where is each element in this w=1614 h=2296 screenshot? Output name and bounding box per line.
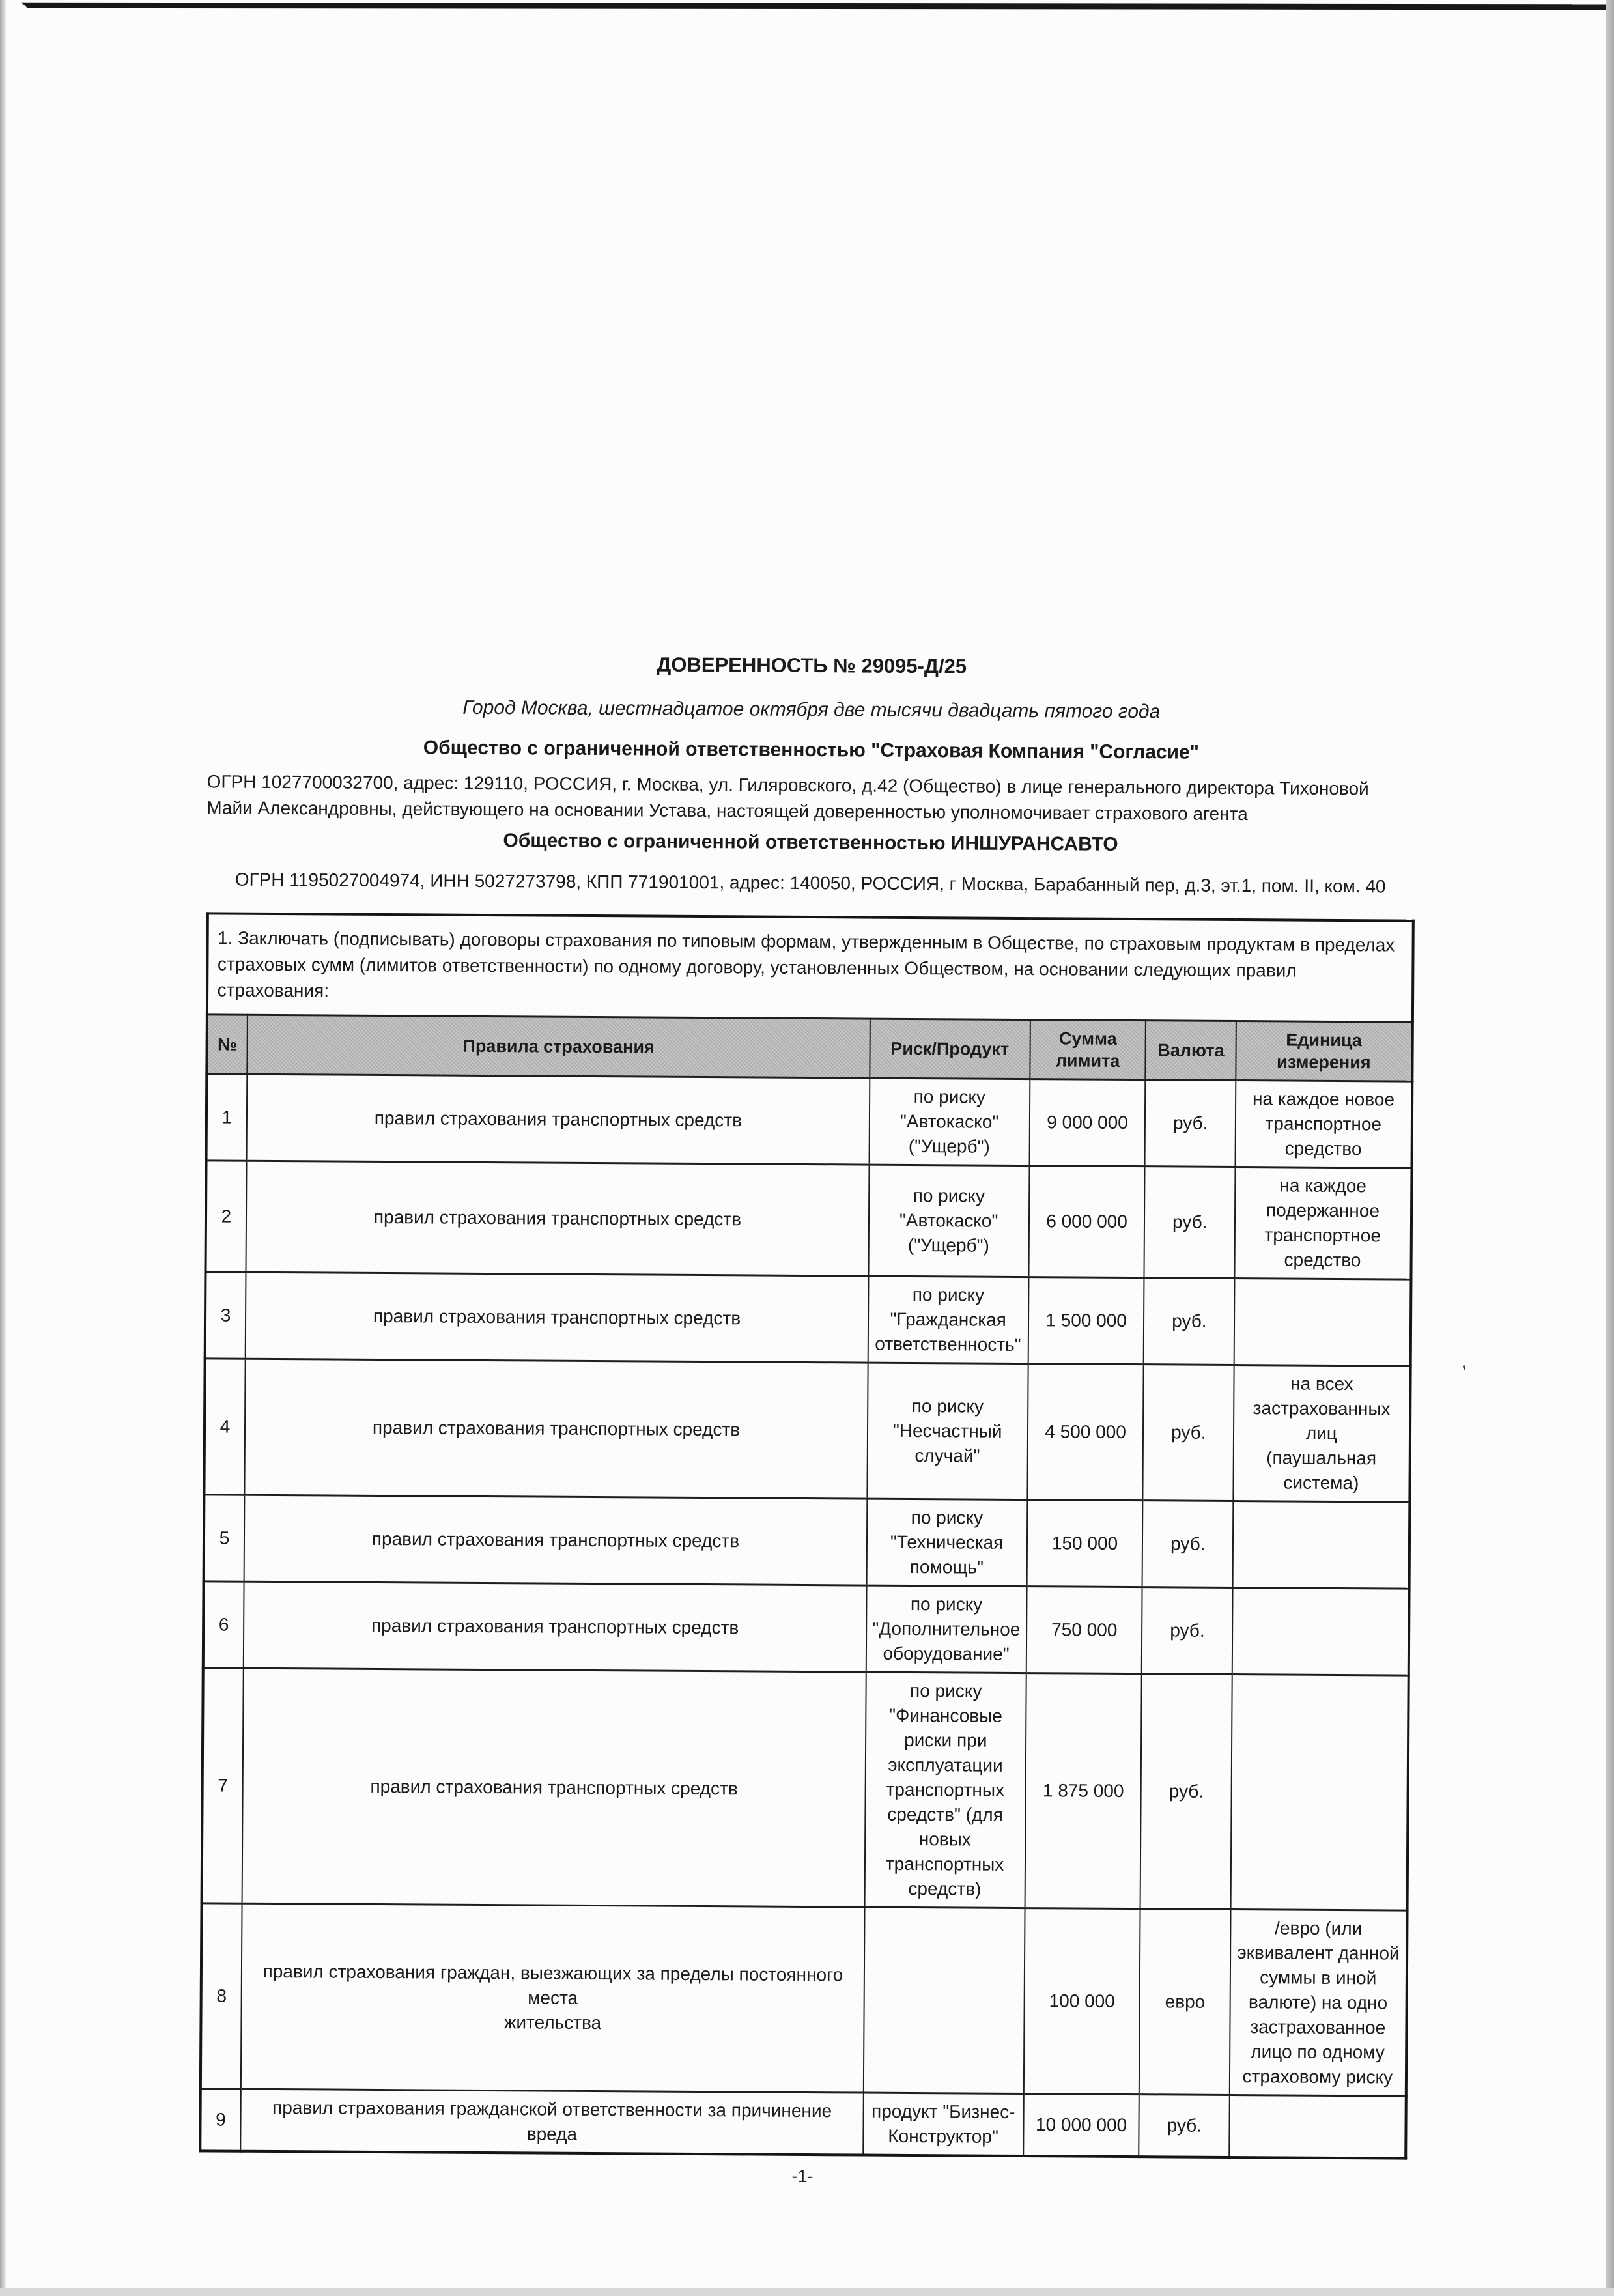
cell-rules: правил страхования транспортных средств [242,1668,866,1907]
cell-currency: руб. [1140,1674,1232,1910]
table-row [204,1359,1410,1502]
scan-edge-bottom [0,2288,1614,2296]
principal-name: Общество с ограниченной ответственностью "Страховая Компания "Согласие" [423,737,1200,763]
cell-risk: по риску "Техническая помощь" [866,1499,1027,1587]
table-intro-row [206,913,1413,1022]
cell-risk: по риску "Автокаско" ("Ущерб") [868,1165,1029,1277]
cell-number: 3 [205,1272,246,1359]
cell-sum: 6 000 000 [1028,1166,1145,1278]
cell-unit [1229,2095,1406,2158]
cell-risk: по риску "Автокаско" ("Ущерб") [869,1078,1030,1166]
cell-unit [1232,1587,1409,1675]
table-row [205,1272,1411,1366]
date-line: Город Москва, шестнадцатое октября две тысячи двадцать пятого года [462,696,1161,723]
cell-currency: руб. [1142,1587,1233,1675]
cell-currency: руб. [1144,1167,1236,1279]
cell-unit: на каждое новое транспортное средство [1236,1081,1412,1169]
page-number: -1- [791,2166,814,2187]
cell-risk: по риску "Финансовые риски при эксплуатации транспортных средств" (для новых транспортных средств) [864,1672,1026,1908]
header-unit: Единица измерения [1236,1021,1413,1082]
cell-risk [863,1907,1025,2093]
cell-number: 7 [201,1668,244,1903]
table-row [203,1495,1409,1589]
cell-rules: правил страхования транспортных средств [247,1074,870,1165]
cell-rules: правил страхования транспортных средств [246,1161,869,1276]
table-intro: 1. Заключать (подписывать) договоры страхования по типовым формам, утвержденным в Обществе, по страховым продуктам в пределах страховых сумм (лимитов ответственности) по одному договору, установленных Обществом, на основании следующих правил страхования: [206,913,1413,1022]
cell-sum: 1 875 000 [1025,1673,1142,1909]
cell-sum: 4 500 000 [1027,1364,1144,1501]
table-row [205,1161,1411,1279]
table-row [200,2089,1406,2159]
cell-currency: евро [1139,1909,1231,2095]
table-row [206,1074,1412,1168]
cell-unit: на каждое подержанное транспортное средство [1235,1167,1411,1280]
cell-number: 8 [200,1903,242,2089]
table-header-row [206,1015,1413,1081]
cell-unit: /евро (или эквивалент данной суммы в иной валюте) на одно застрахованное лицо по одному страховому риску [1230,1909,1407,2096]
cell-sum: 1 500 000 [1028,1277,1144,1365]
cell-number: 4 [204,1359,246,1495]
cell-currency: руб. [1142,1501,1234,1588]
agent-name: Общество с ограниченной ответственностью ИНШУРАНСАВТО [503,830,1118,855]
authorization-table [199,912,1415,2159]
cell-number: 6 [203,1581,244,1668]
cell-sum: 100 000 [1024,1908,1140,2095]
cell-number: 1 [206,1074,248,1161]
cell-rules: правил страхования гражданской ответственности за причинение вреда [241,2089,864,2155]
cell-sum: 10 000 000 [1023,2094,1139,2157]
header-risk-product: Риск/Продукт [870,1019,1030,1079]
cell-unit [1233,1501,1409,1589]
cell-risk: по риску "Несчастный случай" [867,1363,1028,1500]
cell-unit [1234,1279,1411,1367]
cell-unit [1231,1674,1408,1910]
cell-number: 5 [203,1495,245,1581]
cell-currency: руб. [1139,2095,1230,2157]
agent-details: ОГРН 1195027004974, ИНН 5027273798, КПП 771901001, адрес: 140050, РОССИЯ, г Москва, Барабанный пер, д.3, эт.1, пом. II, ком. 40 [234,869,1386,897]
cell-rules: правил страхования транспортных средств [244,1581,866,1672]
header-limit-sum: Сумма лимита [1030,1020,1146,1080]
document-title: ДОВЕРЕННОСТЬ № 29095-Д/25 [657,653,967,678]
principal-details: ОГРН 1027700032700, адрес: 129110, РОССИЯ, г. Москва, ул. Гиляровского, д.42 (Общество) в лице генерального директора Тихоновой Майи Александровны, действующего на основании Устава, настоящей доверенностью уполномочивает страхового агента [206,771,1369,825]
cell-sum: 150 000 [1026,1500,1142,1587]
header-insurance-rules: Правила страхования [248,1015,870,1078]
cell-currency: руб. [1145,1080,1236,1167]
scan-artifact-mark: ’ [1462,1361,1467,1386]
header-number: № [206,1015,248,1074]
cell-risk: продукт "Бизнес- Конструктор" [863,2093,1024,2156]
cell-risk: по риску "Дополнительное оборудование" [866,1585,1026,1673]
cell-rules: правил страхования транспортных средств [246,1272,868,1363]
table-row [201,1668,1408,1910]
cell-rules: правил страхования граждан, выезжающих за пределы постоянного места жительства [241,1903,864,2093]
table-row [200,1903,1407,2096]
cell-number: 2 [205,1161,247,1272]
cell-currency: руб. [1143,1365,1234,1501]
cell-sum: 750 000 [1026,1587,1142,1674]
cell-rules: правил страхования транспортных средств [245,1359,868,1499]
header-currency: Валюта [1146,1021,1236,1081]
cell-sum: 9 000 000 [1029,1079,1145,1167]
table-row [203,1581,1409,1675]
cell-risk: по риску "Гражданская ответственность" [868,1276,1028,1364]
cell-currency: руб. [1144,1278,1235,1365]
cell-rules: правил страхования транспортных средств [244,1495,867,1585]
cell-number: 9 [200,2089,242,2151]
cell-unit: на всех застрахованных лиц (паушальная система) [1234,1365,1411,1503]
